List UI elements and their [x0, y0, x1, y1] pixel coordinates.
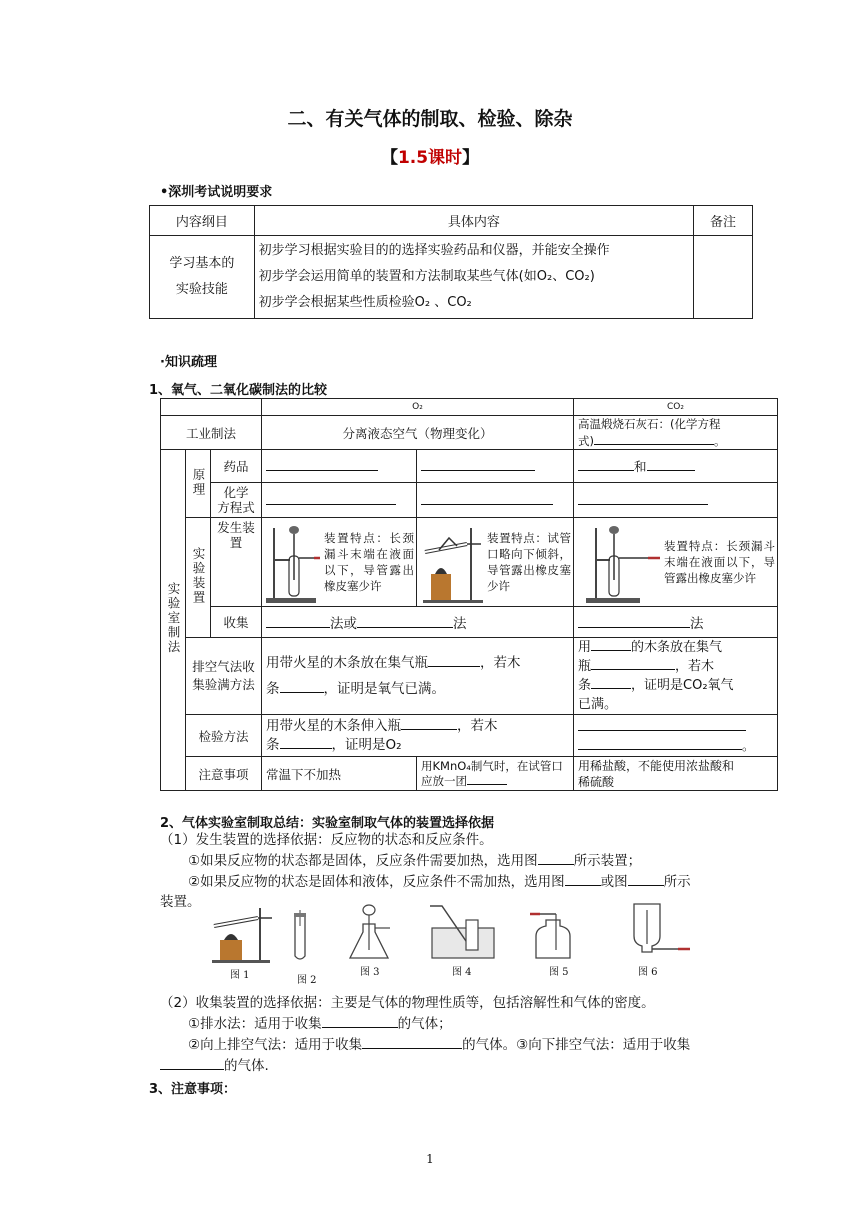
figure-5-gas-bottle-icon [528, 906, 578, 960]
figure-1-label: 图 1 [230, 970, 250, 981]
feature-text-1: 装置特点：长颈漏斗末端在液面以下，导管露出橡皮塞少许 [324, 531, 414, 593]
full-check-label: 排空气法收 集验满方法 [186, 638, 262, 715]
paragraph-collector-basis: （2）收集装置的选择依据：主要是气体的物理性质等，包括溶解性和气体的密度。 [160, 995, 655, 1011]
principle-label: 原理 [186, 450, 211, 518]
drug-co2: 和 [574, 450, 778, 483]
header-outline: 内容纲目 [150, 206, 255, 236]
answer-blank[interactable] [401, 717, 457, 730]
section-exam-requirements: •深圳考试说明要求 [160, 185, 273, 200]
answer-blank[interactable] [628, 873, 664, 886]
flask-funnel-apparatus-icon [264, 520, 322, 604]
paragraph-solid-liquid: ②如果反应物的状态是固体和液体，反应条件不需加热，选用图 或图 所示 [188, 874, 691, 890]
industrial-co2: 高温煅烧石灰石：(化学方程 式) 。 [574, 416, 778, 450]
figure-6-inverted-bottle-icon [622, 900, 692, 958]
generator-co2 [574, 518, 778, 607]
requirement-item: 初步学习根据实验目的的选择实验药品和仪器，并能安全操作 [258, 243, 610, 258]
heading-notes: 3、注意事项： [149, 1082, 237, 1097]
answer-blank[interactable] [266, 492, 396, 505]
drug-o2-b [417, 450, 574, 483]
drug-o2-a [262, 450, 417, 483]
answer-blank[interactable] [578, 737, 742, 750]
paragraph-device-end: 装置。 [160, 894, 201, 910]
answer-blank[interactable] [591, 657, 675, 670]
test-method-o2: 用带火星的木条伸入瓶 ，若木 条 ，证明是O₂ [262, 715, 574, 757]
answer-blank[interactable] [421, 458, 535, 471]
figure-5-label: 图 5 [549, 967, 569, 978]
remark-cell [694, 236, 753, 319]
paragraph-air-method-end: 的气体. [160, 1056, 269, 1076]
figure-6-label: 图 6 [638, 967, 658, 978]
answer-blank[interactable] [421, 492, 553, 505]
answer-blank[interactable] [266, 615, 330, 628]
answer-blank[interactable] [578, 718, 746, 731]
requirement-items [254, 236, 693, 319]
equation-o2-a [262, 483, 417, 518]
category-cell: 学习基本的 实验技能 [150, 236, 255, 319]
note-co2: 用稀盐酸，不能使用浓盐酸和 稀硫酸 [574, 757, 778, 791]
industrial-label: 工业制法 [161, 416, 262, 450]
full-check-co2: 用 的木条放在集气 瓶 ，若木 条 ，证明是CO₂氧气 已满。 [574, 638, 778, 715]
figure-1-heating-apparatus-icon [210, 902, 274, 964]
drug-label: 药品 [211, 450, 262, 483]
feature-text-3: 装置特点：长颈漏斗末端在液面以下，导管露出橡皮塞少许 [664, 539, 775, 585]
generator-o2-solid [417, 518, 574, 607]
collect-co2: 法 [574, 607, 778, 638]
header-remark: 备注 [694, 206, 753, 236]
generator-label: 发生装 置 [211, 518, 262, 607]
figure-4-water-trough-icon [428, 902, 498, 960]
full-check-o2: 用带火星的木条放在集气瓶 ，若木 条 ，证明是氧气已满。 [262, 638, 574, 715]
collect-label: 收集 [211, 607, 262, 638]
page-title: 二、有关气体的制取、检验、除杂 [287, 108, 573, 130]
answer-blank[interactable] [428, 654, 480, 667]
equation-o2-b [417, 483, 574, 518]
answer-blank[interactable] [591, 676, 631, 689]
lab-method-label: 实验室制法 [161, 450, 186, 791]
answer-blank[interactable] [591, 638, 631, 651]
paragraph-generator-basis: （1）发生装置的选择依据：反应物的状态和反应条件。 [160, 832, 493, 848]
answer-blank[interactable] [160, 1057, 224, 1070]
equation-label: 化学 方程式 [211, 483, 262, 518]
heading-summary: 2、气体实验室制取总结：实验室制取气体的装置选择依据 [160, 816, 495, 831]
header-content: 具体内容 [254, 206, 693, 236]
answer-blank[interactable] [266, 458, 378, 471]
figure-3-conical-flask-icon [344, 904, 394, 962]
paragraph-water-method: ①排水法：适用于收集 的气体； [188, 1016, 452, 1032]
collect-o2: 法或 法 [262, 607, 574, 638]
answer-blank[interactable] [467, 774, 507, 785]
header-co2: CO₂ [574, 399, 778, 416]
answer-blank[interactable] [280, 680, 324, 693]
comparison-table [160, 398, 778, 791]
header-o2: O₂ [262, 399, 574, 416]
answer-blank[interactable] [578, 458, 634, 471]
answer-blank[interactable] [578, 492, 708, 505]
answer-blank[interactable] [538, 852, 574, 865]
lesson-hours: 【1.5课时】 [380, 148, 480, 168]
requirement-item: 初步学会根据某些性质检验O₂ 、CO₂ [258, 295, 472, 310]
figure-4-label: 图 4 [452, 967, 472, 978]
answer-blank[interactable] [280, 736, 332, 749]
answer-blank[interactable] [565, 873, 601, 886]
heated-test-tube-apparatus-icon [419, 520, 485, 604]
note-o2-a: 常温下不加热 [262, 757, 417, 791]
section-knowledge: ·知识疏理 [160, 355, 217, 370]
paragraph-solid-heating: ①如果反应物的状态都是固体，反应条件需要加热，选用图 所示装置； [188, 853, 642, 869]
note-o2-b: 用KMnO₄制气时，在试管口 应放一团 [417, 757, 574, 791]
apparatus-label: 实验装置 [186, 518, 211, 638]
generator-o2-liquid [262, 518, 417, 607]
answer-blank[interactable] [647, 458, 695, 471]
figure-2-test-tube-icon [288, 908, 312, 964]
answer-blank[interactable] [357, 615, 453, 628]
figure-3-label: 图 3 [360, 967, 380, 978]
answer-blank[interactable] [594, 432, 714, 445]
industrial-o2: 分离液态空气（物理变化） [262, 416, 574, 450]
equation-co2 [574, 483, 778, 518]
answer-blank[interactable] [578, 615, 690, 628]
feature-text-2: 装置特点：试管口略向下倾斜，导管露出橡皮塞少许 [487, 531, 571, 593]
heading-comparison: 1、氧气、二氧化碳制法的比较 [149, 383, 328, 398]
paragraph-air-method: ②向上排空气法：适用于收集 的气体。③向下排空气法：适用于收集 [188, 1037, 691, 1053]
page-number: 1 [426, 1152, 434, 1166]
test-method-co2: 。 [574, 715, 778, 757]
flask-funnel-apparatus-icon [576, 520, 662, 604]
answer-blank[interactable] [322, 1015, 398, 1028]
answer-blank[interactable] [362, 1036, 462, 1049]
requirement-item: 初步学会运用简单的装置和方法制取某些气体(如O₂、CO₂) [258, 269, 595, 284]
requirements-table [149, 205, 753, 319]
figure-2-label: 图 2 [297, 975, 317, 986]
notes-label: 注意事项 [186, 757, 262, 791]
test-method-label: 检验方法 [186, 715, 262, 757]
